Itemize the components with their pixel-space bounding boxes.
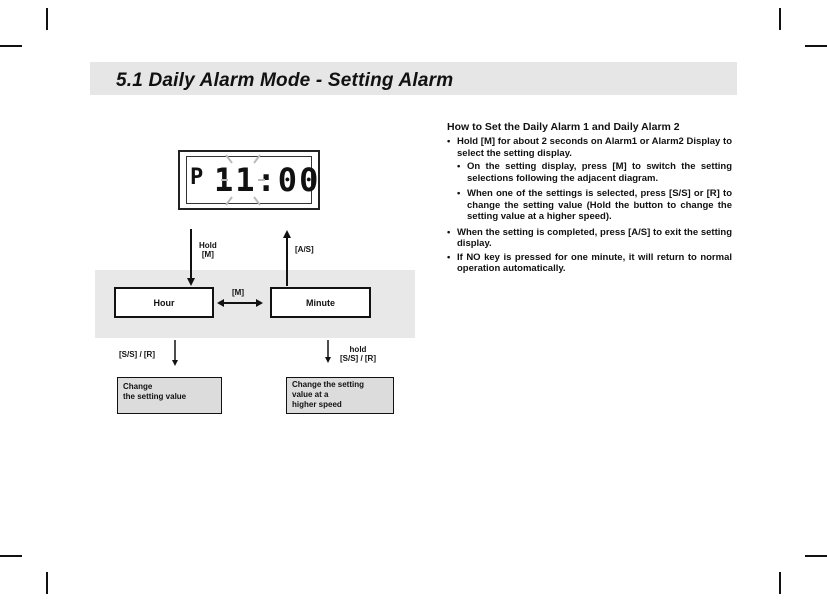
label-hold-m: Hold [M] [199,241,217,259]
change-value-box: Change the setting value [117,377,222,414]
instruction-sub-item: • When one of the settings is selected, press [S/S] or [R] to change the setting value (Hold the button to change the setting value at a higher speed). [457,188,732,223]
lcd-time: 11:00 [214,161,321,199]
lcd-pm-indicator: P [190,165,204,190]
label-m: [M] [232,288,244,297]
minute-label: Minute [306,297,335,308]
label-ss-r: [S/S] / [R] [119,350,155,359]
instruction-text: If NO key is pressed for one minute, it will return to normal operation automatically. [457,251,732,274]
label-hold-ss-r: hold [S/S] / [R] [340,345,376,363]
instruction-item [447,136,732,223]
hour-label: Hour [153,297,175,308]
instruction-text: Hold [M] for about 2 seconds on Alarm1 or Alarm2 Display to select the setting display. [457,136,732,159]
instructions-title: How to Set the Daily Alarm 1 and Daily Alarm 2 [447,121,680,133]
label-as: [A/S] [295,245,314,254]
instruction-sub-item: • On the setting display, press [M] to switch the setting selections following the adjacent diagram. [457,161,732,184]
instructions-list [447,136,732,275]
instruction-item [447,227,732,250]
minute-box [270,287,371,318]
change-fast-box: Change the setting value at a higher speed [286,377,394,414]
instruction-item [447,252,732,275]
instruction-text: When the setting is completed, press [A/S] to exit the setting display. [457,226,732,249]
section-title: 5.1 Daily Alarm Mode - Setting Alarm [116,70,454,91]
hour-box [114,287,214,318]
instruction-sub-list [457,161,732,223]
instructions-panel [447,121,732,277]
